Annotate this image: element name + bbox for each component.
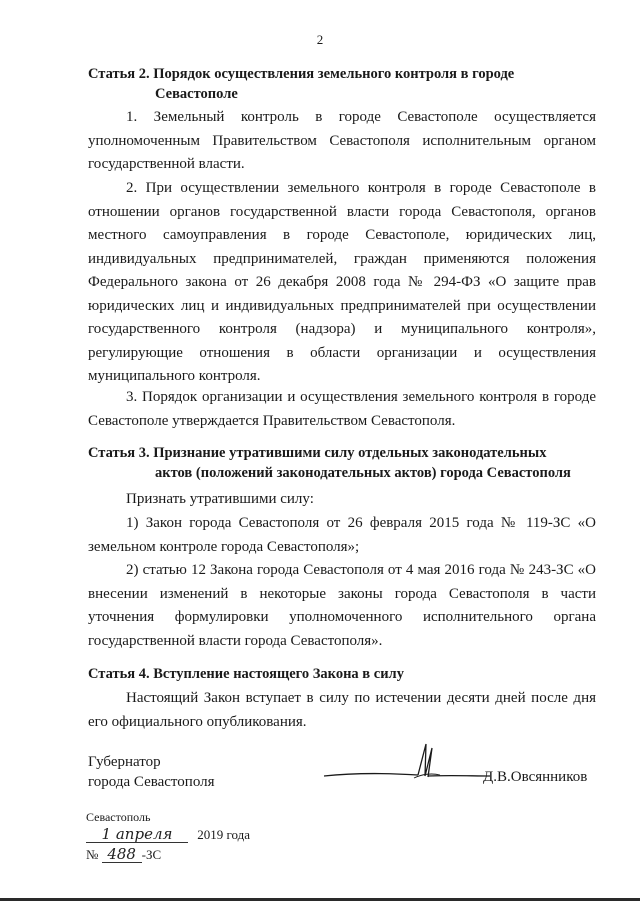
signing-place: Севастополь (86, 810, 151, 824)
signer-title-line1: Губернатор (88, 754, 161, 770)
signer-title-line2: города Севастополя (88, 774, 215, 790)
handwritten-law-number: 488 (102, 846, 142, 863)
article-2-heading-line1: Статья 2. Порядок осуществления земельного контроля в городе (88, 66, 515, 82)
article-2-paragraph-1: 1. Земельный контроль в городе Севастополе осуществляется уполномоченным Правительством Севастополя исполнительным органом государственной власти. (88, 109, 596, 172)
signer-name: Д.В.Овсянников (483, 769, 588, 785)
signing-date (86, 826, 250, 843)
article-3-item-2: 2) статью 12 Закона города Севастополя от 4 мая 2016 года № 243-ЗС «О внесении изменений в некоторые законы города Севастополя в части уточнения формулировки уполномоченного исполнительного органа государственной власти города Севастополя». (88, 562, 596, 649)
article-3-heading-line1: Статья 3. Признание утратившими силу отдельных законодательных (88, 445, 547, 461)
page-number: 2 (316, 32, 324, 47)
article-2-heading-line2: Севастополе (155, 86, 238, 102)
article-3-heading-line2: актов (положений законодательных актов) города Севастополя (155, 465, 571, 481)
article-4-heading: Статья 4. Вступление настоящего Закона в силу (88, 666, 404, 682)
scan-bottom-edge (0, 898, 640, 901)
law-number-prefix: № (86, 847, 99, 862)
article-4-paragraph-1: Настоящий Закон вступает в силу по истечении десяти дней после дня его официального опубликования. (88, 690, 596, 730)
law-number-suffix: -ЗС (141, 847, 162, 862)
law-number (86, 846, 161, 863)
article-3-heading (88, 443, 608, 483)
signing-year: 2019 года (197, 827, 251, 842)
article-3-item-1: 1) Закон города Севастополя от 26 февраля 2015 года № 119-ЗС «О земельном контроле города Севастополя»; (88, 515, 596, 555)
article-2-paragraph-2: 2. При осуществлении земельного контроля в городе Севастополе в отношении органов государственной власти города Севастополя, органов местного самоуправления в городе Севастополе, юридических лиц, индивидуальных предпринимателей, граждан применяются положения Федерального закона от 26 декабря 2008 года № 294-ФЗ «О защите прав юридических лиц и индивидуальных предпринимателей при осуществлении государственного контроля (надзора) и муниципального контроля», регулирующие отношения в области организации и осуществления муниципального контроля. (88, 180, 596, 384)
signer-title (88, 752, 215, 792)
article-3-intro: Признать утратившими силу: (126, 491, 314, 507)
handwritten-signature (322, 742, 492, 782)
article-2-heading (88, 64, 608, 104)
handwritten-date: 1 апреля (86, 826, 188, 843)
article-2-paragraph-3: 3. Порядок организации и осуществления земельного контроля в городе Севастополе утверждается Правительством Севастополя. (88, 389, 596, 429)
